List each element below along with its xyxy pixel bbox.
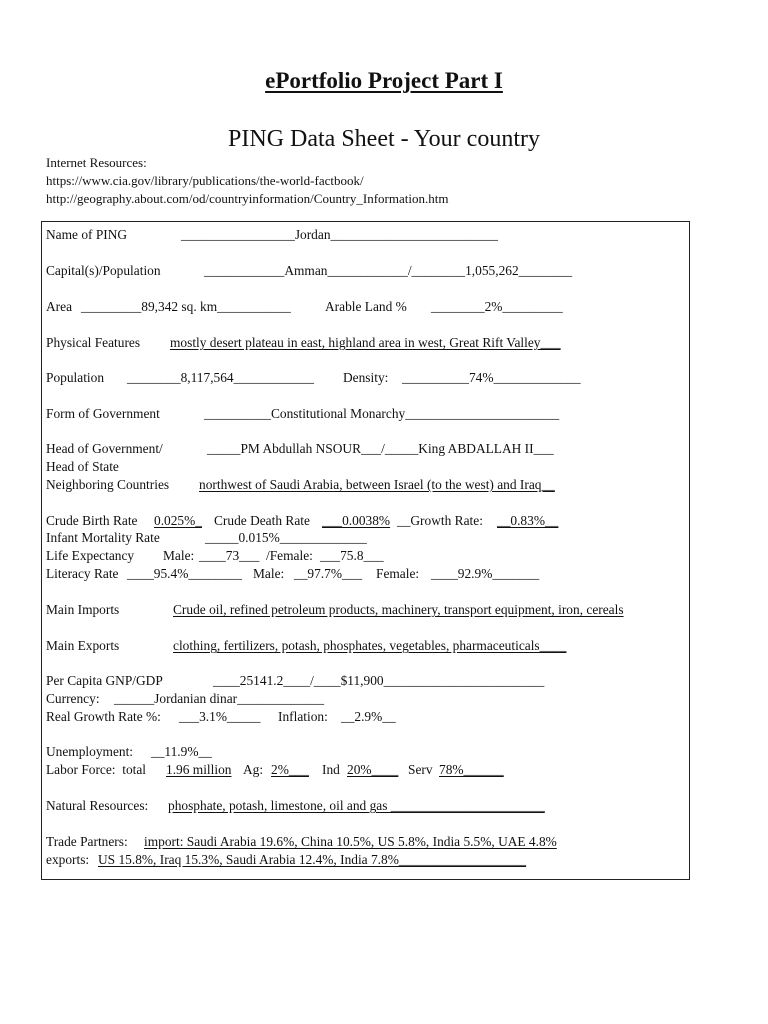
government-label: Form of Government [46, 406, 160, 421]
death-rate-label: Crude Death Rate [214, 513, 310, 528]
inflation-label: Inflation: [278, 709, 328, 724]
arable-value: ________2%_________ [431, 299, 563, 314]
neighbors-value: northwest of Saudi Arabia, between Israel (to the west) and Iraq__ [199, 477, 555, 492]
arable-label: Arable Land % [325, 299, 407, 314]
currency-value: ______Jordanian dinar_____________ [114, 691, 325, 706]
growth-rate-value: __0.83%__ [497, 513, 559, 528]
imports-label: Main Imports [46, 602, 120, 617]
growth-rate-label: __Growth Rate: [397, 513, 483, 528]
head-government-label: Head of Government/ [46, 441, 163, 456]
real-growth-label: Real Growth Rate %: [46, 709, 161, 724]
labor-ind-value: 20%____ [347, 762, 399, 777]
inflation-value: __2.9%__ [341, 709, 396, 724]
trade-exports-value: US 15.8%, Iraq 15.3%, Saudi Arabia 12.4%, India 7.8%___________________ [98, 852, 527, 867]
page-subtitle: PING Data Sheet - Your country [228, 126, 540, 152]
life-expectancy-label: Life Expectancy [46, 548, 135, 563]
death-rate-value: ___0.0038% [322, 513, 391, 528]
area-value: _________89,342 sq. km___________ [81, 299, 291, 314]
literacy-value: ____95.4%________ [127, 566, 242, 581]
life-female-value: ___75.8___ [320, 548, 384, 563]
physical-label: Physical Features [46, 335, 141, 350]
birth-rate-value: 0.025%_ [154, 513, 202, 528]
birth-rate-label: Crude Birth Rate [46, 513, 138, 528]
unemployment-value: __11.9%__ [151, 744, 212, 759]
unemployment-label: Unemployment: [46, 744, 134, 759]
capital-label: Capital(s)/Population [46, 263, 161, 278]
literacy-female-value: ____92.9%_______ [431, 566, 540, 581]
density-label: Density: [343, 370, 389, 385]
trade-partners-label: Trade Partners: [46, 834, 128, 849]
trade-import-value: import: Saudi Arabia 19.6%, China 10.5%, US 5.8%, India 5.5%, UAE 4.8% [144, 834, 557, 849]
labor-ag-label: Ag: [243, 762, 264, 777]
physical-value: mostly desert plateau in east, highland area in west, Great Rift Valley___ [170, 335, 561, 350]
exports-label: Main Exports [46, 638, 120, 653]
population-label: Population [46, 370, 105, 385]
area-label: Area [46, 299, 73, 314]
labor-serv-value: 78%______ [439, 762, 504, 777]
government-value: __________Constitutional Monarchy_______________________ [204, 406, 560, 421]
capital-value: ____________Amman____________/________1,055,262________ [204, 263, 573, 278]
labor-ind-label: Ind [322, 762, 340, 777]
labor-total-value: 1.96 million [166, 762, 232, 777]
currency-label: Currency: [46, 691, 100, 706]
trade-exports-label: exports: [46, 852, 90, 867]
real-growth-value: ___3.1%_____ [179, 709, 261, 724]
infant-mortality-value: _____0.015%_____________ [205, 530, 367, 545]
name-label: Name of PING [46, 227, 128, 242]
resources-heading: Internet Resources: [46, 155, 147, 170]
neighbors-label: Neighboring Countries [46, 477, 170, 492]
gdp-label: Per Capita GNP/GDP [46, 673, 163, 688]
name-value: _________________Jordan_________________________ [181, 227, 498, 242]
resource-link-about[interactable]: http://geography.about.com/od/countryinformation/Country_Information.htm [46, 191, 449, 206]
page-title: ePortfolio Project Part I [265, 68, 503, 93]
gdp-value: ____25141.2____/____$11,900________________________ [213, 673, 545, 688]
labor-force-label: Labor Force: total [46, 762, 147, 777]
labor-ag-value: 2%___ [271, 762, 309, 777]
life-male-label: Male: [163, 548, 195, 563]
head-government-value: _____PM Abdullah NSOUR___/_____King ABDALLAH II___ [207, 441, 554, 456]
literacy-female-label: Female: [376, 566, 420, 581]
resource-link-cia[interactable]: https://www.cia.gov/library/publications/the-world-factbook/ [46, 173, 364, 188]
natural-resources-value: phosphate, potash, limestone, oil and gas _______________________ [168, 798, 545, 813]
life-male-value: ____73___ [199, 548, 260, 563]
literacy-male-value: __97.7%___ [294, 566, 363, 581]
natural-resources-label: Natural Resources: [46, 798, 149, 813]
literacy-male-label: Male: [253, 566, 285, 581]
population-value: ________8,117,564____________ [127, 370, 314, 385]
imports-value: Crude oil, refined petroleum products, machinery, transport equipment, iron, cereals [173, 602, 624, 617]
exports-value: clothing, fertilizers, potash, phosphates, vegetables, pharmaceuticals____ [173, 638, 567, 653]
head-state-label: Head of State [46, 459, 119, 474]
literacy-label: Literacy Rate [46, 566, 119, 581]
life-female-label: /Female: [266, 548, 313, 563]
density-value: __________74%_____________ [402, 370, 581, 385]
labor-serv-label: Serv [408, 762, 433, 777]
infant-mortality-label: Infant Mortality Rate [46, 530, 160, 545]
